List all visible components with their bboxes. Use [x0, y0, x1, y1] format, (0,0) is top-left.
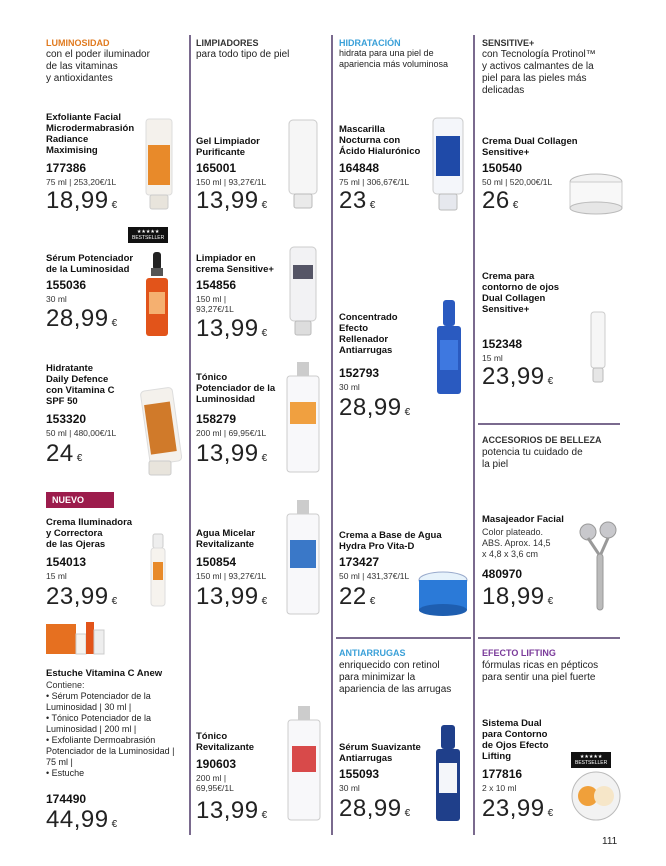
- section-desc-antiarrugas: enriquecido con retinol para minimizar la apariencia de las arrugas: [339, 660, 452, 695]
- product-code: 155036: [46, 278, 87, 292]
- section-title-limpiadores: LIMPIADORES: [196, 38, 259, 48]
- product-name: Tónico Potenciador de la Luminosidad: [196, 372, 276, 405]
- section-desc-lifting: fórmulas ricas en pépticos para sentir una piel fuerte: [482, 660, 599, 683]
- eye-contour-tube-image: [588, 310, 608, 384]
- product-info: 150 ml | 93,27€/1L: [196, 571, 267, 581]
- product-price: 24 €: [46, 440, 83, 467]
- cleanser-gel-tube-image: [286, 118, 320, 210]
- product-price: 23,99 €: [482, 795, 554, 822]
- toner-bottle-image: [284, 362, 322, 474]
- section-desc-luminosidad: con el poder iluminador de las vitaminas y antioxidantes: [46, 49, 150, 84]
- product-info: 15 ml: [46, 571, 67, 581]
- column-divider-3: [473, 35, 475, 835]
- product-price: 22 €: [339, 583, 376, 610]
- product-name: Estuche Vitamina C Anew: [46, 668, 163, 679]
- product-name: Gel Limpiador Purificante: [196, 136, 260, 158]
- product-price: 13,99 €: [196, 583, 268, 610]
- product-name: Crema Dual Collagen Sensitive+: [482, 136, 578, 158]
- product-info: 2 x 10 ml: [482, 783, 517, 793]
- product-price: 28,99 €: [339, 795, 411, 822]
- page-number: 111: [602, 836, 618, 847]
- product-price: 44,99 €: [46, 806, 118, 833]
- product-code: 154013: [46, 555, 87, 569]
- column-divider-2: [331, 35, 333, 835]
- product-info: 30 ml: [46, 294, 67, 304]
- new-badge: NUEVO: [46, 492, 114, 508]
- eye-cream-image: [147, 532, 169, 610]
- smoothing-serum-bottle-image: [432, 725, 464, 823]
- product-name: Limpiador en crema Sensitive+: [196, 253, 274, 275]
- micellar-water-bottle-image: [284, 500, 322, 616]
- product-name: Hidratante Daily Defence con Vitamina C SPF 50: [46, 363, 115, 407]
- product-info: Color plateado. ABS. Aprox. 14,5 x 4,8 x 3,6 cm: [482, 527, 551, 559]
- product-code: 173427: [339, 555, 380, 569]
- product-price: 26 €: [482, 187, 519, 214]
- product-name: Mascarilla Nocturna con Ácido Hialurónico: [339, 124, 421, 157]
- product-name: Sistema Dual para Contorno de Ojos Efecto Lifting: [482, 718, 549, 762]
- product-code: 190603: [196, 757, 237, 771]
- product-code: 150854: [196, 555, 237, 569]
- product-code: 154856: [196, 278, 237, 292]
- collagen-cream-jar-image: [566, 172, 626, 218]
- product-name: Sérum Suavizante Antiarrugas: [339, 742, 421, 764]
- product-name: Crema Iluminadora y Correctora de las Ojeras: [46, 517, 133, 550]
- section-title-sensitive: SENSITIVE+: [482, 38, 535, 48]
- product-name: Sérum Potenciador de la Luminosidad: [46, 253, 134, 275]
- exfoliante-tube-image: [140, 115, 178, 211]
- section-divider-accesorios: [478, 423, 620, 425]
- product-price: 18,99 €: [46, 187, 118, 214]
- product-info: 30 ml: [339, 783, 360, 793]
- product-price: 13,99 €: [196, 315, 268, 342]
- revitalizing-toner-bottle-image: [286, 706, 322, 822]
- set-contents-list: • Sérum Potenciador de la Luminosidad | 30 ml | • Tónico Potenciador de la Luminosidad | 200 ml | • Exfoliante Dermoabrasión Potenciador de la Luminosidad | 75 ml | • Estuche: [46, 691, 186, 779]
- product-code: 158279: [196, 412, 237, 426]
- product-info: 75 ml | 253,20€/1L: [46, 177, 117, 187]
- product-info: 75 ml | 306,67€/1L: [339, 177, 410, 187]
- cream-cleanser-tube-image: [288, 245, 318, 337]
- section-divider-antiarrugas: [336, 637, 471, 639]
- filler-serum-bottle-image: [433, 300, 465, 396]
- product-code: 164848: [339, 161, 380, 175]
- set-contents-label: Contiene:: [46, 680, 85, 690]
- product-info: 50 ml | 431,37€/1L: [339, 571, 410, 581]
- dual-eye-system-image: [568, 770, 624, 822]
- product-price: 23,99 €: [482, 363, 554, 390]
- product-price: 18,99 €: [482, 583, 554, 610]
- section-title-luminosidad: LUMINOSIDAD: [46, 38, 110, 48]
- product-price: 28,99 €: [339, 394, 411, 421]
- product-price: 13,99 €: [196, 187, 268, 214]
- product-name: Concentrado Efecto Rellenador Antiarrugas: [339, 312, 398, 356]
- section-desc-limpiadores: para todo tipo de piel: [196, 49, 290, 60]
- product-info: 50 ml | 480,00€/1L: [46, 428, 117, 438]
- product-info: 150 ml | 93,27€/1L: [196, 177, 267, 187]
- product-info: 30 ml: [339, 382, 360, 392]
- section-title-accesorios: ACCESORIOS DE BELLEZA: [482, 435, 602, 445]
- product-code: 165001: [196, 161, 237, 175]
- product-info: 200 ml | 69,95€/1L: [196, 428, 267, 438]
- water-cream-jar-image: [414, 568, 472, 618]
- product-price: 13,99 €: [196, 797, 268, 824]
- product-code: 153320: [46, 412, 87, 426]
- product-name: Masajeador Facial: [482, 514, 564, 525]
- night-mask-tube-image: [430, 116, 466, 212]
- hidratante-tube-image: [133, 385, 183, 477]
- section-desc-accesorios: potencia tu cuidado de la piel: [482, 447, 583, 470]
- product-name: Exfoliante Facial Microdermabrasión Radiance Maximising: [46, 112, 135, 156]
- product-info: 15 ml: [482, 353, 503, 363]
- column-divider-1: [189, 35, 191, 835]
- product-code: 152348: [482, 337, 523, 351]
- product-code: 155093: [339, 767, 380, 781]
- product-name: Crema a Base de Agua Hydra Pro Vita-D: [339, 530, 442, 552]
- bestseller-badge: ★★★★★ BESTSELLER: [128, 227, 168, 243]
- serum-dropper-image: [143, 252, 171, 338]
- product-info: 150 ml | 93,27€/1L: [196, 294, 234, 314]
- vitamin-c-set-image: [46, 620, 106, 656]
- product-info: 50 ml | 520,00€/1L: [482, 177, 553, 187]
- product-code: 480970: [482, 567, 523, 581]
- product-code: 177386: [46, 161, 87, 175]
- product-price: 23 €: [339, 187, 376, 214]
- product-price: 23,99 €: [46, 583, 118, 610]
- face-massager-image: [578, 520, 622, 612]
- section-desc-hidratacion: hidrata para una piel de apariencia más voluminosa: [339, 48, 449, 69]
- section-title-antiarrugas: ANTIARRUGAS: [339, 648, 406, 658]
- product-name: Agua Micelar Revitalizante: [196, 528, 256, 550]
- section-title-hidratacion: HIDRATACIÓN: [339, 38, 401, 48]
- section-title-lifting: EFECTO LIFTING: [482, 648, 556, 658]
- product-name: Crema para contorno de ojos Dual Collagen Sensitive+: [482, 271, 560, 315]
- section-divider-lifting: [478, 637, 620, 639]
- product-code: 174490: [46, 792, 87, 806]
- product-name: Tónico Revitalizante: [196, 731, 255, 753]
- product-price: 13,99 €: [196, 440, 268, 467]
- product-info: 200 ml | 69,95€/1L: [196, 773, 234, 793]
- product-code: 152793: [339, 366, 380, 380]
- bestseller-badge: ★★★★★ BESTSELLER: [571, 752, 611, 768]
- product-code: 150540: [482, 161, 523, 175]
- product-price: 28,99 €: [46, 305, 118, 332]
- product-code: 177816: [482, 767, 523, 781]
- section-desc-sensitive: con Tecnología Protinol™ y activos calmantes de la piel para las pieles más delicadas: [482, 49, 596, 96]
